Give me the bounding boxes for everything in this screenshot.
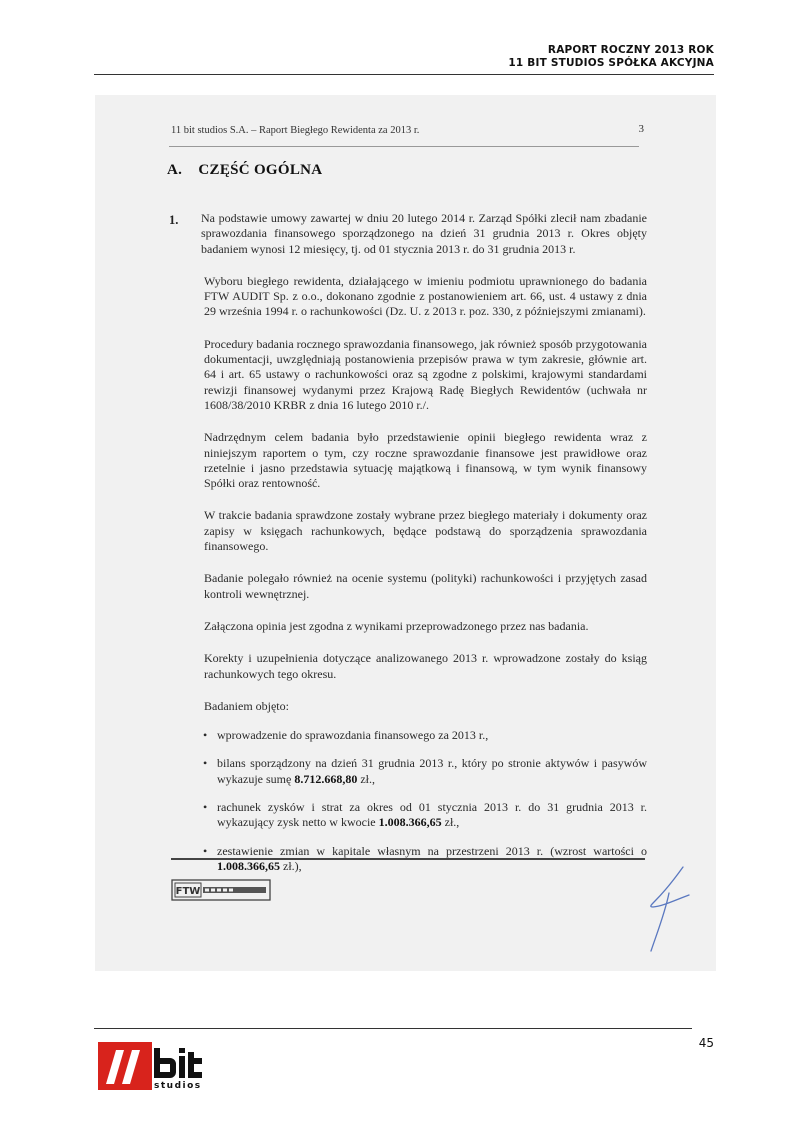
list-item-text: zestawienie zmian w kapitale własnym na przestrzeni 2013 r. (wzrost wartości o [217,843,647,858]
page-header [508,44,714,70]
item-number: 1. [169,213,179,227]
scan-page-number: 3 [638,123,644,135]
page-number: 45 [698,1036,714,1050]
list-item [203,756,647,787]
paragraph-opinion: Załączona opinia jest zgodna z wynikami przeprowadzonego przez nas badania. [204,618,589,633]
paragraph-procedures: Procedury badania rocznego sprawozdania finansowego, jak również sposób przygotowania dokumentacji, uwzględniają postanowienia przepisów prawa w tym zakresie, głównie art. 64 i art. 65 ustawy o rachunkowości oraz są zgodne z polskimi, krajowymi standardami rewizji finansowej wydanymi przez Krajową Radę Biegłych Rewidentów (uchwała nr 1608/38/2010 KRBR z dnia 16 lutego 2010 r./. [204,336,647,412]
scanned-auditor-report-page [95,95,716,971]
paragraph-accounting-system: Badanie polegało również na ocenie systemu (polityki) rachunkowości i przyjętych zasad kontroli wewnętrznej. [204,571,647,601]
paragraph-covered-intro: Badaniem objęto: [204,698,289,713]
list-item [203,728,647,743]
ftw-logo-text: FTW [175,886,201,897]
section-title: A. CZĘŚĆ OGÓLNA [167,162,323,178]
scan-running-head: 11 bit studios S.A. – Raport Biegłego Rewidenta za 2013 r. [171,125,420,136]
list-item-text: rachunek zysków i strat za okres od 01 stycznia 2013 r. do 31 grudnia 2013 r. wykazujący zysk netto w kwocie [217,800,647,830]
paragraph-engagement: Na podstawie umowy zawartej w dniu 20 lutego 2014 r. Zarząd Spółki zlecił nam zbadanie sprawozdania finansowego sporządzonego na dzień 31 grudnia 2013 r. Okres objęty badaniem wynosi 12 miesięcy, tj. od 01 stycznia 2013 r. do 31 grudnia 2013 r. [201,211,647,256]
ftw-audit-logo [171,879,271,901]
paragraph-objective: Nadrzędnym celem badania było przedstawienie opinii biegłego rewidenta wraz z niniejszym raportem o tym, czy roczne sprawozdanie finansowe jest prawidłowe oraz rzetelnie i jasno przedstawia sytuację majątkową i finansową, w tym wynik finansowy Spółki oraz rentowność. [204,430,647,491]
covered-items-list [201,728,647,874]
header-company-name: 11 BIT STUDIOS SPÓŁKA AKCYJNA [508,57,714,69]
brand-logo-subtitle: studios [154,1081,202,1090]
11bit-studios-logo [98,1042,220,1090]
signature-mark [643,863,693,953]
footer-divider [94,1028,692,1029]
currency-suffix: zł.), [283,858,302,873]
paragraph-scope: W trakcie badania sprawdzone zostały wybrane przez biegłego materiały i dokumenty oraz zapisy w księgach rachunkowych, będące podstawą do sporządzenia sprawozdania finansowego. [204,508,647,554]
equity-increase-amount: 1.008.366,65 [217,858,280,873]
header-divider [94,74,714,75]
paragraph-auditor-selection: Wyboru biegłego rewidenta, działającego w imieniu podmiotu uprawnionego do badania FTW AUDIT Sp. z o.o., dokonano zgodnie z postanowieniem art. 66, ust. 4 ustawy z dnia 29 września 1994 r. o rachunkowości (Dz. U. z 2013 r. poz. 330, z późniejszymi zmianami). [204,273,647,319]
list-item-text: bilans sporządzony na dzień 31 grudnia 2013 r., który po stronie aktywów i pasywów wykazuje sumę [217,756,647,786]
paragraph-corrections: Korekty i uzupełnienia dotyczące analizowanego 2013 r. wprowadzone zostały do ksiąg rachunkowych tego okresu. [204,651,647,681]
scan-bottom-divider [171,858,645,860]
scan-top-divider [169,146,639,147]
report-body [201,211,647,887]
list-item [203,800,647,831]
header-report-title: RAPORT ROCZNY 2013 ROK [547,44,714,56]
net-profit-amount: 1.008.366,65 [378,815,442,830]
currency-suffix: zł., [360,771,375,786]
list-item-text: wprowadzenie do sprawozdania finansowego za 2013 r., [217,728,489,743]
balance-sum-amount: 8.712.668,80 [294,771,358,786]
currency-suffix: zł., [444,815,460,830]
